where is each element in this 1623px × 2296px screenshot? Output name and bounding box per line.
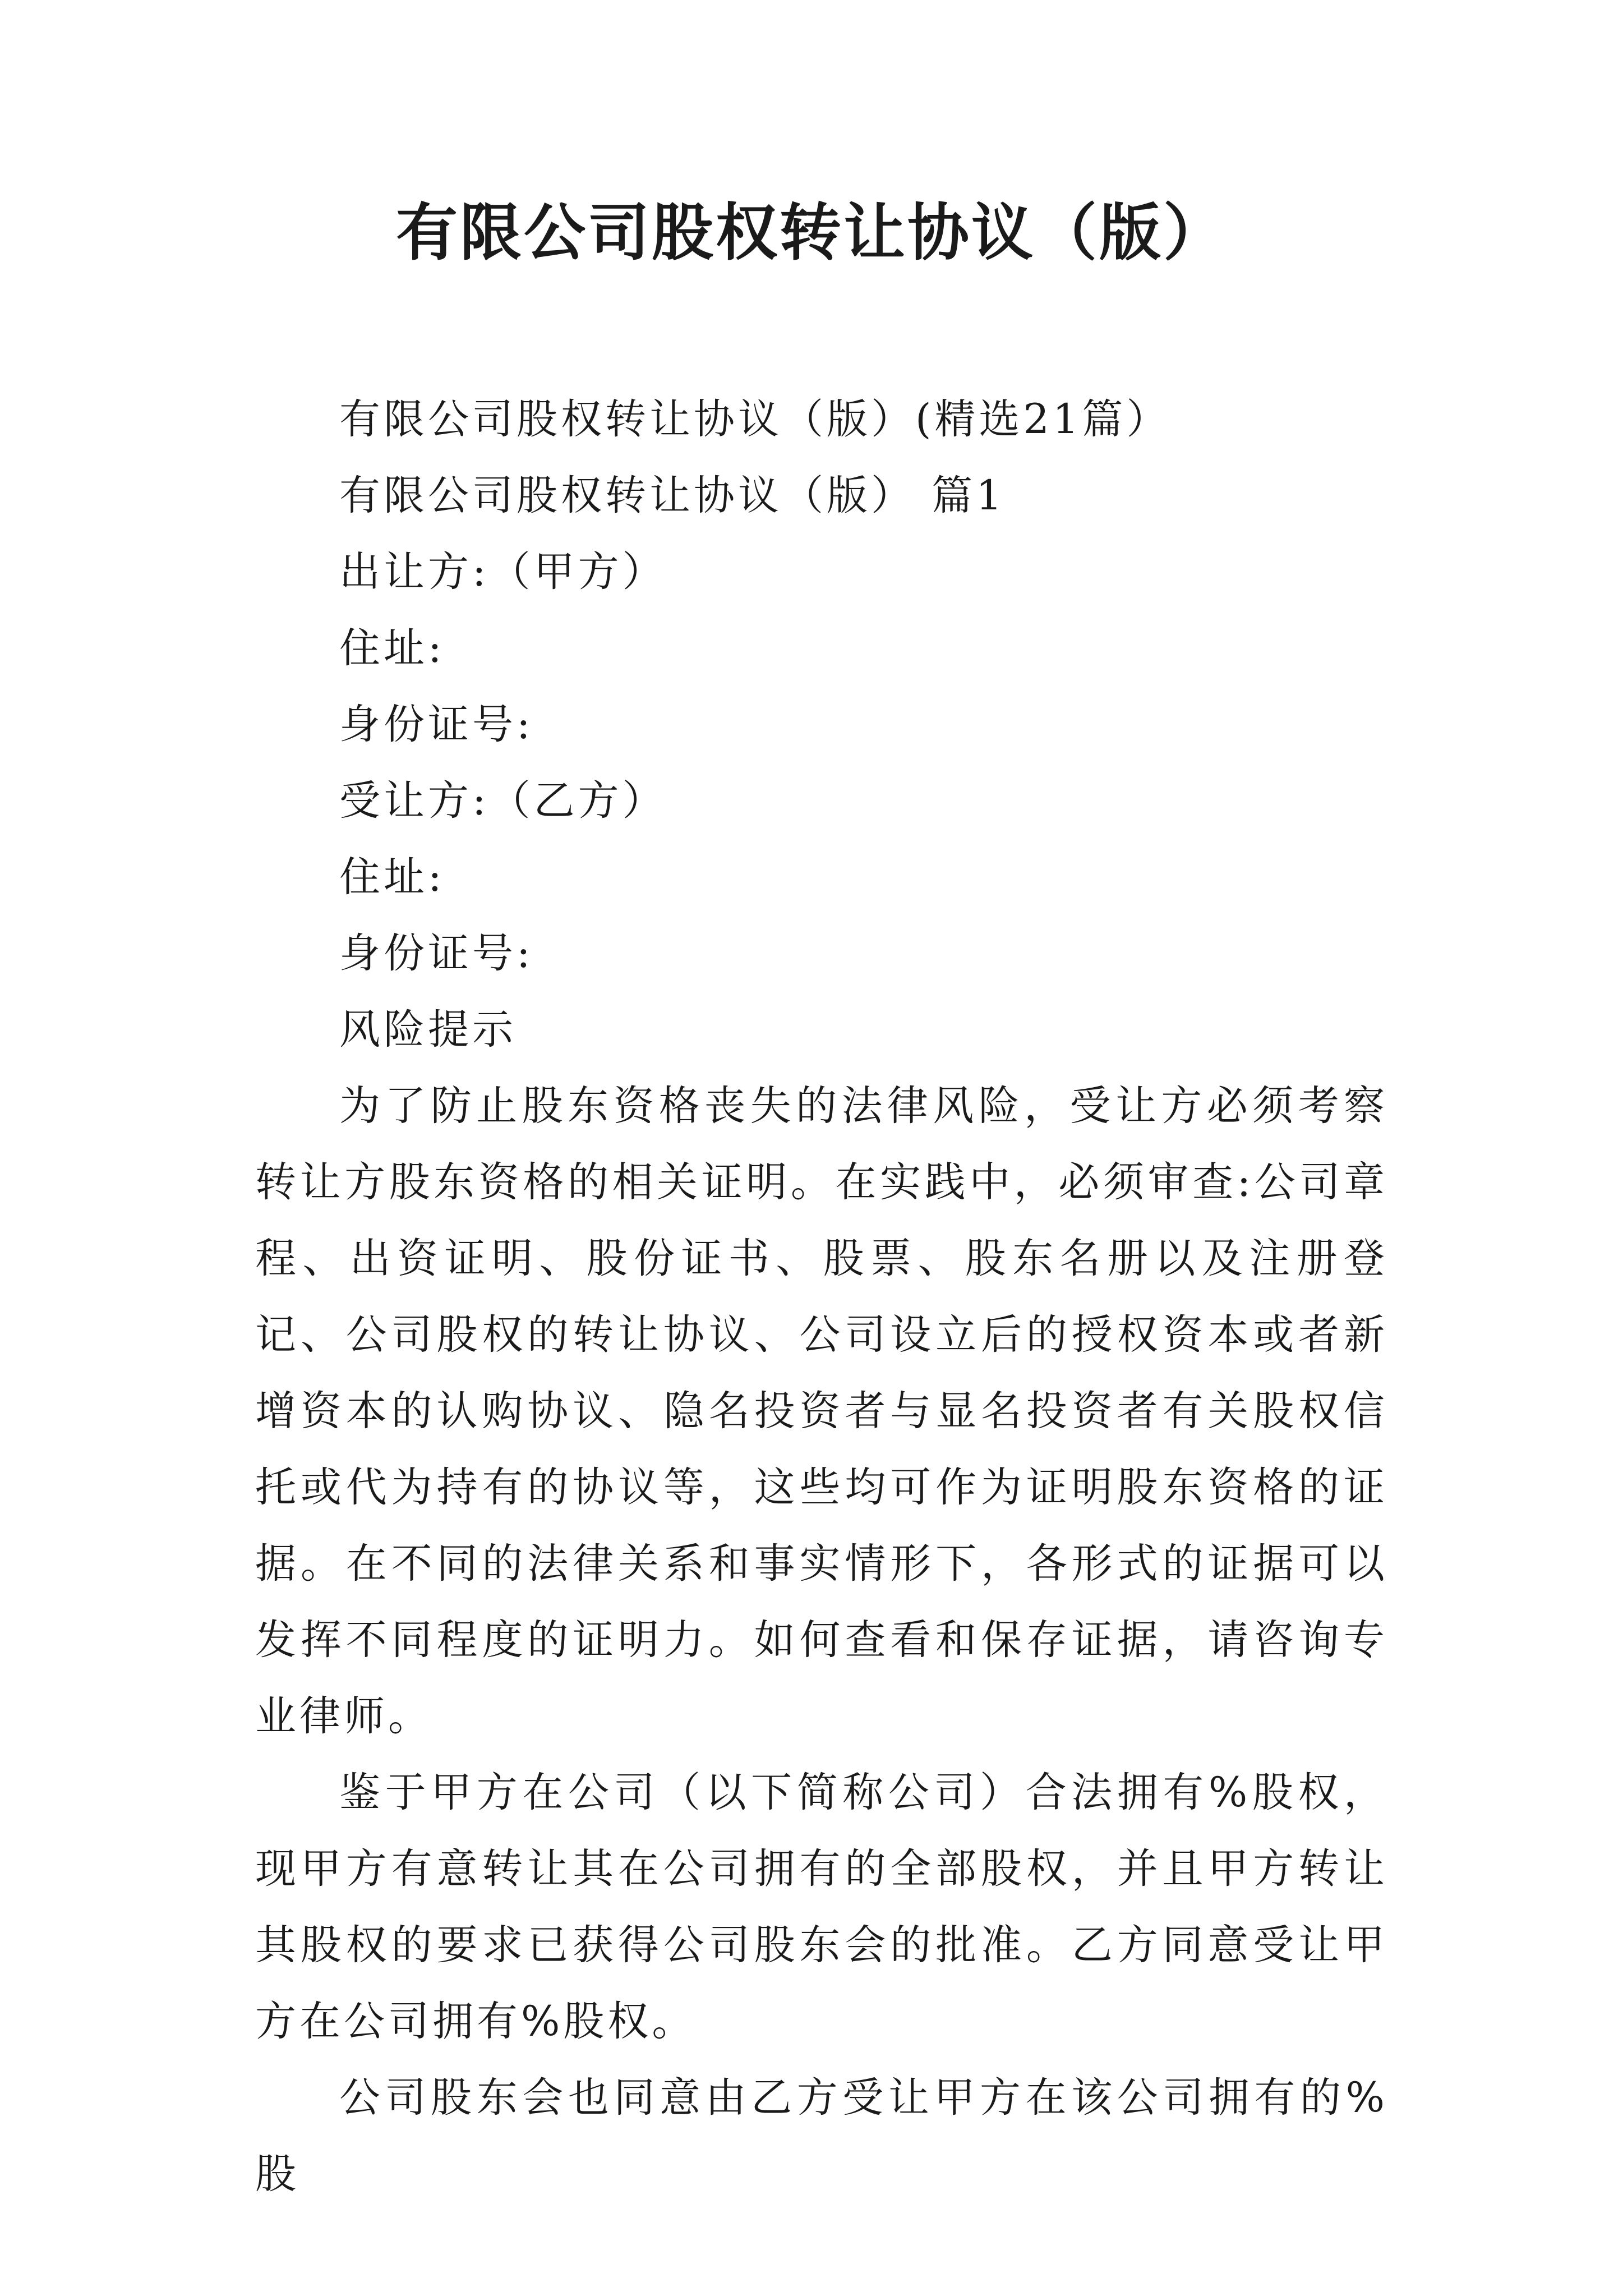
document-body bbox=[255, 381, 1388, 2212]
risk-notice-paragraph: 为了防止股东资格丧失的法律风险，受让方必须考察转让方股东资格的相关证明。在实践中，必须审查:公司章程、出资证明、股份证书、股票、股东名册以及注册登记、公司股权的转让协议、公司设立后的授权资本或者新增资本的认购协议、隐名投资者与显名投资者有关股权信托或代为持有的协议等，这些均可作为证明股东资格的证据。在不同的法律关系和事实情形下，各形式的证据可以发挥不同程度的证明力。如何查看和保存证据，请咨询专业律师。 bbox=[255, 1082, 1388, 1740]
approval-paragraph: 公司股东会也同意由乙方受让甲方在该公司拥有的%股 bbox=[255, 2074, 1388, 2198]
subtitle-line: 有限公司股权转让协议（版）(精选21篇） bbox=[339, 395, 1171, 443]
transferor-label: 出让方:（甲方） bbox=[339, 548, 667, 596]
recital-paragraph: 鉴于甲方在公司（以下简称公司）合法拥有%股权，现甲方有意转让其在公司拥有的全部股权，并且甲方转让其股权的要求已获得公司股东会的批准。乙方同意受让甲方在公司拥有%股权。 bbox=[255, 1769, 1388, 2045]
document-title: 有限公司股权转让协议（版） bbox=[396, 197, 1227, 269]
transferee-id-label: 身份证号: bbox=[339, 930, 534, 977]
transferee-address-label: 住址: bbox=[339, 853, 445, 901]
section-heading: 有限公司股权转让协议（版） 篇1 bbox=[339, 472, 1006, 519]
transferee-label: 受让方:（乙方） bbox=[339, 777, 667, 825]
transferor-id-label: 身份证号: bbox=[339, 701, 534, 748]
risk-notice-heading: 风险提示 bbox=[339, 1006, 517, 1053]
transferor-address-label: 住址: bbox=[339, 624, 445, 672]
